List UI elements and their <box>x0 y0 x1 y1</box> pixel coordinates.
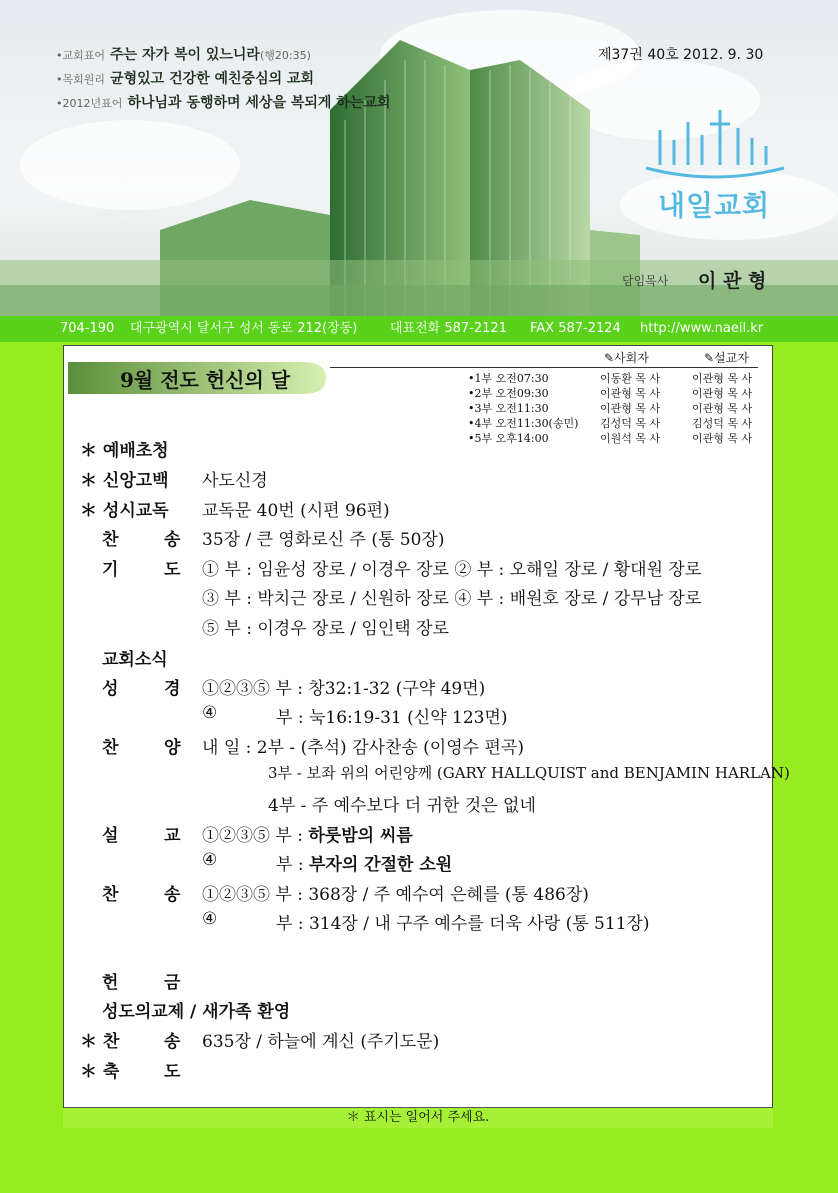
anthem-line-2: 3부 - 보좌 위의 어린양께 (GARY HALLQUIST and BENJAMIN HARLAN) <box>268 764 790 782</box>
service-1: •1부 오전07:30 <box>468 372 549 385</box>
anthem-line-3: 4부 - 주 예수보다 더 귀한 것은 없네 <box>268 796 536 816</box>
service-3-preacher: 이관형 목 사 <box>692 402 753 415</box>
anthem-label-a: 찬 <box>102 738 119 758</box>
header-banner <box>0 0 838 316</box>
service-5-host: 이원석 목 사 <box>600 432 661 445</box>
benediction-label-a: ＊ 축 <box>80 1062 120 1082</box>
church-name: 내일교회 <box>658 189 771 222</box>
service-3: •3부 오전11:30 <box>468 402 549 415</box>
address-text: 대구광역시 달서구 성서 동로 212(장동) <box>130 321 358 336</box>
banner-rule <box>330 367 758 368</box>
invocation: ＊ 예배초청 <box>80 441 169 461</box>
motto-3: •2012년표어 하나님과 동행하며 세상을 복되게 하는교회 <box>56 95 391 111</box>
hymn2-label-b: 송 <box>164 885 181 905</box>
hymn2-line-2: 부 : 314장 / 내 구주 예수를 더욱 사랑 (통 511장) <box>276 914 650 934</box>
service-5: •5부 오후14:00 <box>468 432 549 445</box>
hymn-value: 35장 / 큰 영화로신 주 (통 50장) <box>202 530 445 550</box>
scripture-line-2-num: ④ <box>202 703 218 723</box>
pastor-name: 이 관 형 <box>698 270 767 292</box>
phone-text: 대표전화 587-2121 <box>390 321 507 336</box>
closing-hymn-value: 635장 / 하늘에 계신 (주기도문) <box>202 1032 440 1052</box>
sermon-title-1: 하룻밤의 씨름 <box>308 826 413 846</box>
hymn-label-b: 송 <box>164 530 181 550</box>
cross-skyline-icon <box>640 110 790 180</box>
service-4-host: 김성덕 목 사 <box>600 417 661 430</box>
anthem-line-1: 내 일 : 2부 - (추석) 감사찬송 (이영수 편곡) <box>202 738 524 758</box>
service-2-preacher: 이관형 목 사 <box>692 387 753 400</box>
hymn2-line-2-num: ④ <box>202 909 218 929</box>
service-5-preacher: 이관형 목 사 <box>692 432 753 445</box>
hymn-label-a: 찬 <box>102 530 119 550</box>
pastor-label: 담임목사 <box>622 274 669 288</box>
anthem-label-b: 양 <box>164 738 181 758</box>
website-link[interactable]: http://www.naeil.kr <box>640 321 764 336</box>
service-4-preacher: 김성덕 목 사 <box>692 417 753 430</box>
offering-label-b: 금 <box>164 973 181 993</box>
sermon-title-2: 부자의 간절한 소원 <box>308 855 453 875</box>
service-2: •2부 오전09:30 <box>468 387 549 400</box>
prayer-line-3: ⑤ 부 : 이경우 장로 / 임인택 장로 <box>202 619 449 639</box>
preacher-column-header: ✎설교자 <box>704 351 749 365</box>
sermon-label-b: 교 <box>164 826 181 846</box>
fellowship: 성도의교제 / 새가족 환영 <box>102 1002 291 1022</box>
sermon-label-a: 설 <box>102 826 119 846</box>
standing-note: ＊ 표시는 일어서 주세요. <box>63 1107 773 1128</box>
sermon-line-1-prefix: ①②③⑤ 부 : <box>202 826 309 846</box>
host-column-header: ✎사회자 <box>604 351 649 365</box>
sermon-line-2 <box>276 850 452 875</box>
theme-banner <box>68 356 330 398</box>
offering-label-a: 헌 <box>102 973 119 993</box>
motto-2: •목회원리 균형있고 건강한 예친중심의 교회 <box>56 71 315 87</box>
theme-title: 9월 전도 헌신의 달 <box>120 368 291 392</box>
closing-hymn-label-b: 송 <box>164 1032 181 1052</box>
sermon-line-2-num: ④ <box>202 850 218 870</box>
church-logo <box>640 110 790 230</box>
service-2-host: 이관형 목 사 <box>600 387 661 400</box>
prayer-label-b: 도 <box>164 560 181 580</box>
closing-hymn-label-a: ＊ 찬 <box>80 1032 120 1052</box>
sermon-line-2-prefix: 부 : <box>276 855 309 875</box>
responsive-reading-value: 교독문 40번 (시편 96편) <box>202 501 390 521</box>
service-1-host: 이동환 목 사 <box>600 372 661 385</box>
scripture-label-b: 경 <box>164 679 181 699</box>
address-bar <box>0 316 838 342</box>
issue-number: 제37권 40호 2012. 9. 30 <box>598 47 764 63</box>
scripture-line-1: ①②③⑤ 부 : 창32:1-32 (구약 49면) <box>202 679 486 699</box>
hymn2-label-a: 찬 <box>102 885 119 905</box>
service-1-preacher: 이관형 목 사 <box>692 372 753 385</box>
prayer-label-a: 기 <box>102 560 119 580</box>
motto-1: •교회표어 주는 자가 복이 있느니라(행20:35) <box>56 47 311 63</box>
zip-code: 704-190 <box>60 321 115 336</box>
church-news: 교회소식 <box>102 650 168 670</box>
prayer-line-1: ① 부 : 임윤성 장로 / 이경우 장로 ② 부 : 오해일 장로 / 황대원 장로 <box>202 560 702 580</box>
benediction-label-b: 도 <box>164 1062 181 1082</box>
hymn2-line-1: ①②③⑤ 부 : 368장 / 주 예수여 은혜를 (통 486장) <box>202 885 589 905</box>
prayer-line-2: ③ 부 : 박치근 장로 / 신원하 장로 ④ 부 : 배원호 장로 / 강무남 장로 <box>202 589 702 609</box>
service-3-host: 이관형 목 사 <box>600 402 661 415</box>
sermon-line-1 <box>202 821 413 846</box>
service-4: •4부 오전11:30(송민) <box>468 417 579 430</box>
creed-label: ＊ 신앙고백 <box>80 471 169 491</box>
scripture-line-2: 부 : 눅16:19-31 (신약 123면) <box>276 708 508 728</box>
creed-value: 사도신경 <box>202 471 268 491</box>
responsive-reading-label: ＊ 성시교독 <box>80 501 169 521</box>
fax-text: FAX 587-2124 <box>530 321 621 336</box>
scripture-label-a: 성 <box>102 679 119 699</box>
